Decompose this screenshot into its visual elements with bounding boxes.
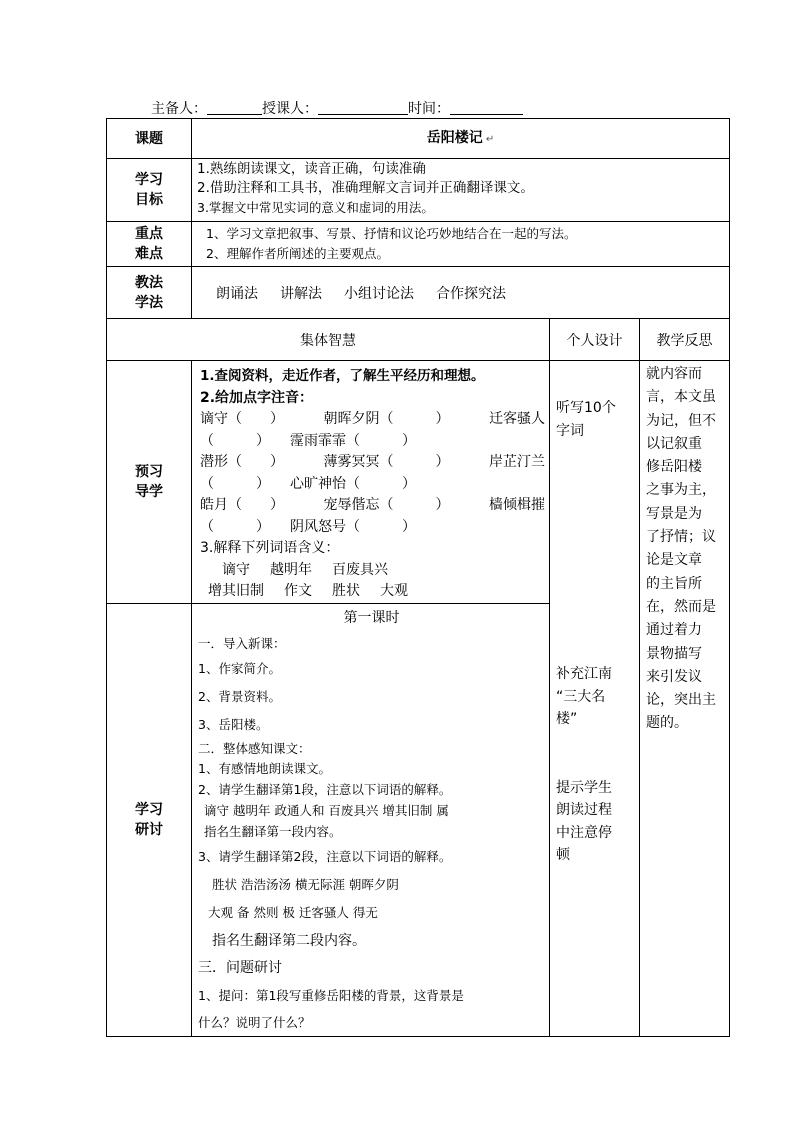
terms-row: 谪守 越明年 百废具兴 xyxy=(222,561,388,578)
method-item: 小组讨论法 xyxy=(344,285,414,302)
preview-item: 3.解释下列词语含义： xyxy=(200,540,340,556)
study-content xyxy=(192,603,550,1036)
study-line: 3、请学生翻译第2段，注意以下词语的解释。 xyxy=(198,848,452,864)
study-line: 指名生翻译第二段内容。 xyxy=(212,932,366,949)
topic-label: 课题 xyxy=(107,119,192,159)
teacher-blank[interactable] xyxy=(318,100,408,115)
time-blank[interactable] xyxy=(450,100,523,115)
study-line: 3、岳阳楼。 xyxy=(198,716,269,732)
methods-content xyxy=(192,267,730,319)
goal-item: 2.借助注释和工具书，准确理解文言词并正确翻译课文。 xyxy=(197,180,534,196)
pinyin-row: （ ） 阴风怒号（ ） xyxy=(200,518,416,535)
preview-item: 1.查阅资料，走近作者，了解生平经历和理想。 xyxy=(200,368,485,384)
study-line: 什么？说明了什么？ xyxy=(198,1014,311,1030)
method-item: 合作探究法 xyxy=(436,285,506,302)
method-item: 讲解法 xyxy=(280,285,322,302)
key-points-label: 重点 难点 xyxy=(107,222,192,267)
key-points-row xyxy=(107,222,730,267)
goal-item: 1.熟练朗读课文，读音正确，句读准确 xyxy=(197,161,426,177)
key-points-content xyxy=(192,222,730,267)
preparer-label: 主备人： xyxy=(151,101,207,117)
preview-row xyxy=(107,361,730,604)
paragraph-mark-icon: ↵ xyxy=(482,133,495,145)
personal-note: 提示学生 xyxy=(556,779,612,796)
personal-header: 个人设计 xyxy=(550,319,640,361)
lesson-plan-table xyxy=(106,118,730,1037)
preview-item: 2.给加点字注音： xyxy=(200,389,314,406)
study-line: 一．导入新课： xyxy=(198,635,286,651)
reflection-header: 教学反思 xyxy=(640,319,730,361)
time-label: 时间： xyxy=(408,101,450,117)
column-header-row xyxy=(107,319,730,361)
preparer-blank[interactable] xyxy=(207,100,262,115)
study-line: 1、作家简介。 xyxy=(198,660,281,676)
pinyin-row: 潜形（ ） 薄雾冥冥（ ） 岸芷汀兰 xyxy=(200,454,545,470)
method-item: 朗诵法 xyxy=(216,285,258,302)
pinyin-row: 谪守（ ） 朝晖夕阴（ ） 迁客骚人 xyxy=(200,411,545,427)
personal-design-content: 听写10个 字词 补充江南 “三大名 楼” 提示学生 朗读过程 中注意停 顿 xyxy=(550,361,640,1037)
key-point-item: 2、理解作者所阐述的主要观点。 xyxy=(206,246,389,261)
topic-row xyxy=(107,119,730,159)
study-label: 学习 研讨 xyxy=(107,603,192,1036)
pinyin-row: （ ） 霪雨霏霏（ ） xyxy=(200,432,416,449)
preview-label: 预习 导学 xyxy=(107,361,192,604)
goal-item: 3.掌握文中常见实词的意义和虚词的用法。 xyxy=(197,200,434,215)
methods-row xyxy=(107,267,730,319)
pinyin-row: （ ） 心旷神怡（ ） xyxy=(200,475,416,492)
study-line: 指名生翻译第一段内容。 xyxy=(204,823,342,839)
collective-header: 集体智慧 xyxy=(107,319,550,361)
study-line: 2、请学生翻译第1段，注意以下词语的解释。 xyxy=(198,781,452,797)
personal-note: 听写10个 xyxy=(556,400,616,416)
personal-note: 补充江南 xyxy=(556,666,612,682)
header-line xyxy=(151,98,523,118)
study-line: 2、背景资料。 xyxy=(198,688,281,704)
study-line: 三．问题研讨 xyxy=(198,959,282,976)
goals-content xyxy=(192,159,730,222)
preview-content xyxy=(192,361,550,604)
goals-label: 学习 目标 xyxy=(107,159,192,222)
terms-row: 增其旧制 作文 胜状 大观 xyxy=(208,583,408,599)
study-line: 二．整体感知课文： xyxy=(198,740,311,756)
lesson-title: 第一课时 xyxy=(343,609,400,626)
goals-row xyxy=(107,159,730,222)
pinyin-row: 皓月（ ） 宠辱偕忘（ ） 樯倾楫摧 xyxy=(200,497,545,513)
methods-label: 教法 学法 xyxy=(107,267,192,319)
topic-value: 岳阳楼记 ↵ xyxy=(192,119,730,159)
teacher-label: 授课人： xyxy=(262,101,318,117)
study-line: 1、有感情地朗读课文。 xyxy=(198,760,331,776)
study-line: 谪守 越明年 政通人和 百废具兴 增其旧制 属 xyxy=(204,802,449,818)
study-line: 胜状 浩浩汤汤 横无际涯 朝晖夕阴 xyxy=(212,876,399,892)
key-point-item: 1、学习文章把叙事、写景、抒情和议论巧妙地结合在一起的写法。 xyxy=(206,226,577,241)
study-line: 1、提问：第1段写重修岳阳楼的背景，这背景是 xyxy=(198,987,464,1003)
study-line: 大观 备 然则 极 迁客骚人 得无 xyxy=(208,904,378,920)
reflection-content: 就内容而 言，本文虽 为记，但不 以记叙重 修岳阳楼 之事为主， 写景是为 了抒情；议 论是文章 的主旨所 在，然而是 通过着力 景物描写 来引发议 论，突出主 题的。 xyxy=(640,361,730,1037)
